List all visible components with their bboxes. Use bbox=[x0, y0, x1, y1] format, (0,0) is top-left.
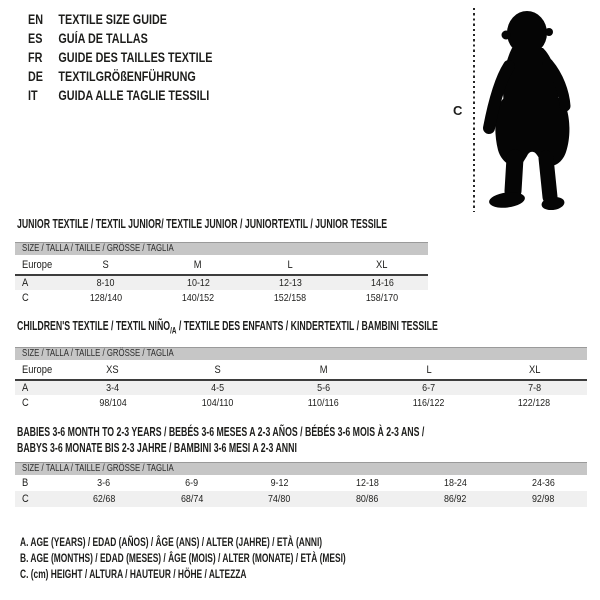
junior-col-header: M bbox=[152, 255, 244, 275]
table-cell: 9-12 bbox=[270, 477, 289, 489]
children-table bbox=[15, 347, 587, 411]
junior-section-title: JUNIOR TEXTILE / TEXTIL JUNIOR/ TEXTILE JUNIOR / JUNIORTEXTIL / JUNIOR TESSILE bbox=[17, 217, 388, 231]
children-col-header: Europe bbox=[15, 360, 60, 380]
children-size-header-bar: SIZE / TALLA / TAILLE / GRÖSSE / TAGLIA bbox=[15, 347, 587, 360]
children-col-header: S bbox=[165, 360, 270, 380]
height-dotted-line bbox=[473, 8, 475, 212]
lang-row-de bbox=[28, 67, 212, 86]
lang-code: EN bbox=[28, 12, 44, 27]
baby-silhouette-image bbox=[482, 8, 592, 210]
lang-label: TEXTILE SIZE GUIDE bbox=[58, 12, 168, 27]
language-list bbox=[28, 10, 259, 105]
junior-col-header: Europe bbox=[15, 255, 60, 275]
table-cell: 74/80 bbox=[236, 491, 324, 507]
babies-size-table bbox=[15, 475, 587, 507]
table-cell: 5-6 bbox=[271, 380, 376, 395]
table-cell: 86/92 bbox=[411, 491, 499, 507]
children-row-a bbox=[15, 380, 587, 395]
table-cell: 3-6 bbox=[97, 477, 111, 489]
babies-section-title: BABIES 3-6 MONTH TO 2-3 YEARS / BEBÉS 3-6 MESES A 2-3 AÑOS / BÉBÉS 3-6 MOIS À 2-3 ANS / BABYS 3-6 MONATE BIS 2-3 JAHRE / BAMBINI 3-6 MESI A 2-3 ANNI bbox=[17, 425, 425, 455]
note-b: B. AGE (MONTHS) / EDAD (MESES) / ÂGE (MOIS) / ALTER (MONATE) / ETÀ (MESI) bbox=[20, 551, 346, 565]
lang-code: DE bbox=[28, 69, 44, 84]
lang-row-es bbox=[28, 29, 212, 48]
children-section-title: CHILDREN'S TEXTILE / TEXTIL $NIÑO_{/A}$ / TEXTILE DES ENFANTS / KINDERTEXTIL / BAMBINI TESSILE bbox=[17, 319, 438, 336]
children-size-table bbox=[15, 360, 587, 411]
table-cell: 14-16 bbox=[336, 275, 428, 290]
lang-row-en bbox=[28, 10, 212, 29]
table-cell: 110/116 bbox=[307, 397, 339, 409]
subscript-a: /A bbox=[170, 325, 177, 336]
table-cell: 80/86 bbox=[323, 491, 411, 507]
table-cell: 18-24 bbox=[443, 477, 467, 489]
lang-code: FR bbox=[28, 50, 43, 65]
junior-row-c bbox=[15, 290, 428, 306]
table-cell: 12-18 bbox=[355, 477, 379, 489]
junior-column-header-row bbox=[15, 255, 428, 275]
children-column-header-row bbox=[15, 360, 587, 380]
table-cell: 104/110 bbox=[202, 397, 234, 409]
table-cell: 6-7 bbox=[376, 380, 481, 395]
row-label: A bbox=[15, 275, 60, 290]
children-col-header: XL bbox=[482, 360, 587, 380]
children-col-header: L bbox=[376, 360, 481, 380]
table-cell: 8-10 bbox=[60, 275, 152, 290]
junior-table bbox=[15, 242, 428, 306]
table-cell: 152/158 bbox=[273, 292, 307, 304]
lang-label: GUIDA ALLE TAGLIE TESSILI bbox=[58, 88, 210, 103]
table-cell: 62/68 bbox=[60, 491, 148, 507]
lang-code: IT bbox=[28, 88, 38, 103]
table-cell: 3-4 bbox=[60, 380, 165, 395]
table-cell: 128/140 bbox=[89, 292, 123, 304]
table-cell: 12-13 bbox=[244, 275, 336, 290]
table-cell: 122/128 bbox=[518, 397, 551, 409]
table-cell: 24-36 bbox=[531, 477, 555, 489]
table-cell: 68/74 bbox=[148, 491, 236, 507]
height-measure-label: C bbox=[453, 103, 463, 118]
table-cell: 140/152 bbox=[181, 292, 215, 304]
babies-table bbox=[15, 462, 587, 507]
lang-row-fr bbox=[28, 48, 212, 67]
lang-label: GUÍA DE TALLAS bbox=[58, 31, 148, 46]
legend-notes bbox=[20, 534, 485, 582]
table-cell: 4-5 bbox=[165, 380, 270, 395]
lang-row-it bbox=[28, 86, 212, 105]
babies-row-c bbox=[15, 491, 587, 507]
babies-size-header-bar: SIZE / TALLA / TAILLE / GRÖSSE / TAGLIA bbox=[15, 462, 587, 475]
babies-row-b bbox=[15, 475, 587, 491]
row-label: C bbox=[22, 292, 29, 304]
table-cell: 98/104 bbox=[99, 397, 127, 409]
note-a: A. AGE (YEARS) / EDAD (AÑOS) / ÂGE (ANS) / ALTER (JAHRE) / ETÀ (ANNI) bbox=[20, 535, 323, 549]
junior-size-header-bar: SIZE / TALLA / TAILLE / GRÖSSE / TAGLIA bbox=[15, 242, 428, 255]
table-cell: 7-8 bbox=[482, 380, 587, 395]
children-col-header: M bbox=[271, 360, 376, 380]
table-cell: 6-9 bbox=[185, 477, 199, 489]
junior-col-header: S bbox=[60, 255, 152, 275]
row-label: A bbox=[15, 380, 60, 395]
children-row-c bbox=[15, 395, 587, 411]
row-label: C bbox=[22, 397, 29, 409]
table-cell: 92/98 bbox=[499, 491, 587, 507]
note-c: C. (cm) HEIGHT / ALTURA / HAUTEUR / HÖHE / ALTEZZA bbox=[20, 567, 247, 581]
row-label: B bbox=[22, 477, 29, 489]
table-cell: 116/122 bbox=[413, 397, 445, 409]
lang-label: TEXTILGRÖßENFÜHRUNG bbox=[58, 69, 196, 84]
row-label: C bbox=[15, 491, 60, 507]
table-cell: 10-12 bbox=[152, 275, 244, 290]
table-cell: 158/170 bbox=[365, 292, 399, 304]
lang-code: ES bbox=[28, 31, 43, 46]
children-col-header: XS bbox=[60, 360, 165, 380]
junior-size-table bbox=[15, 255, 428, 306]
junior-col-header: L bbox=[244, 255, 336, 275]
junior-col-header: XL bbox=[336, 255, 428, 275]
lang-label: GUIDE DES TAILLES TEXTILE bbox=[58, 50, 213, 65]
junior-row-a bbox=[15, 275, 428, 290]
